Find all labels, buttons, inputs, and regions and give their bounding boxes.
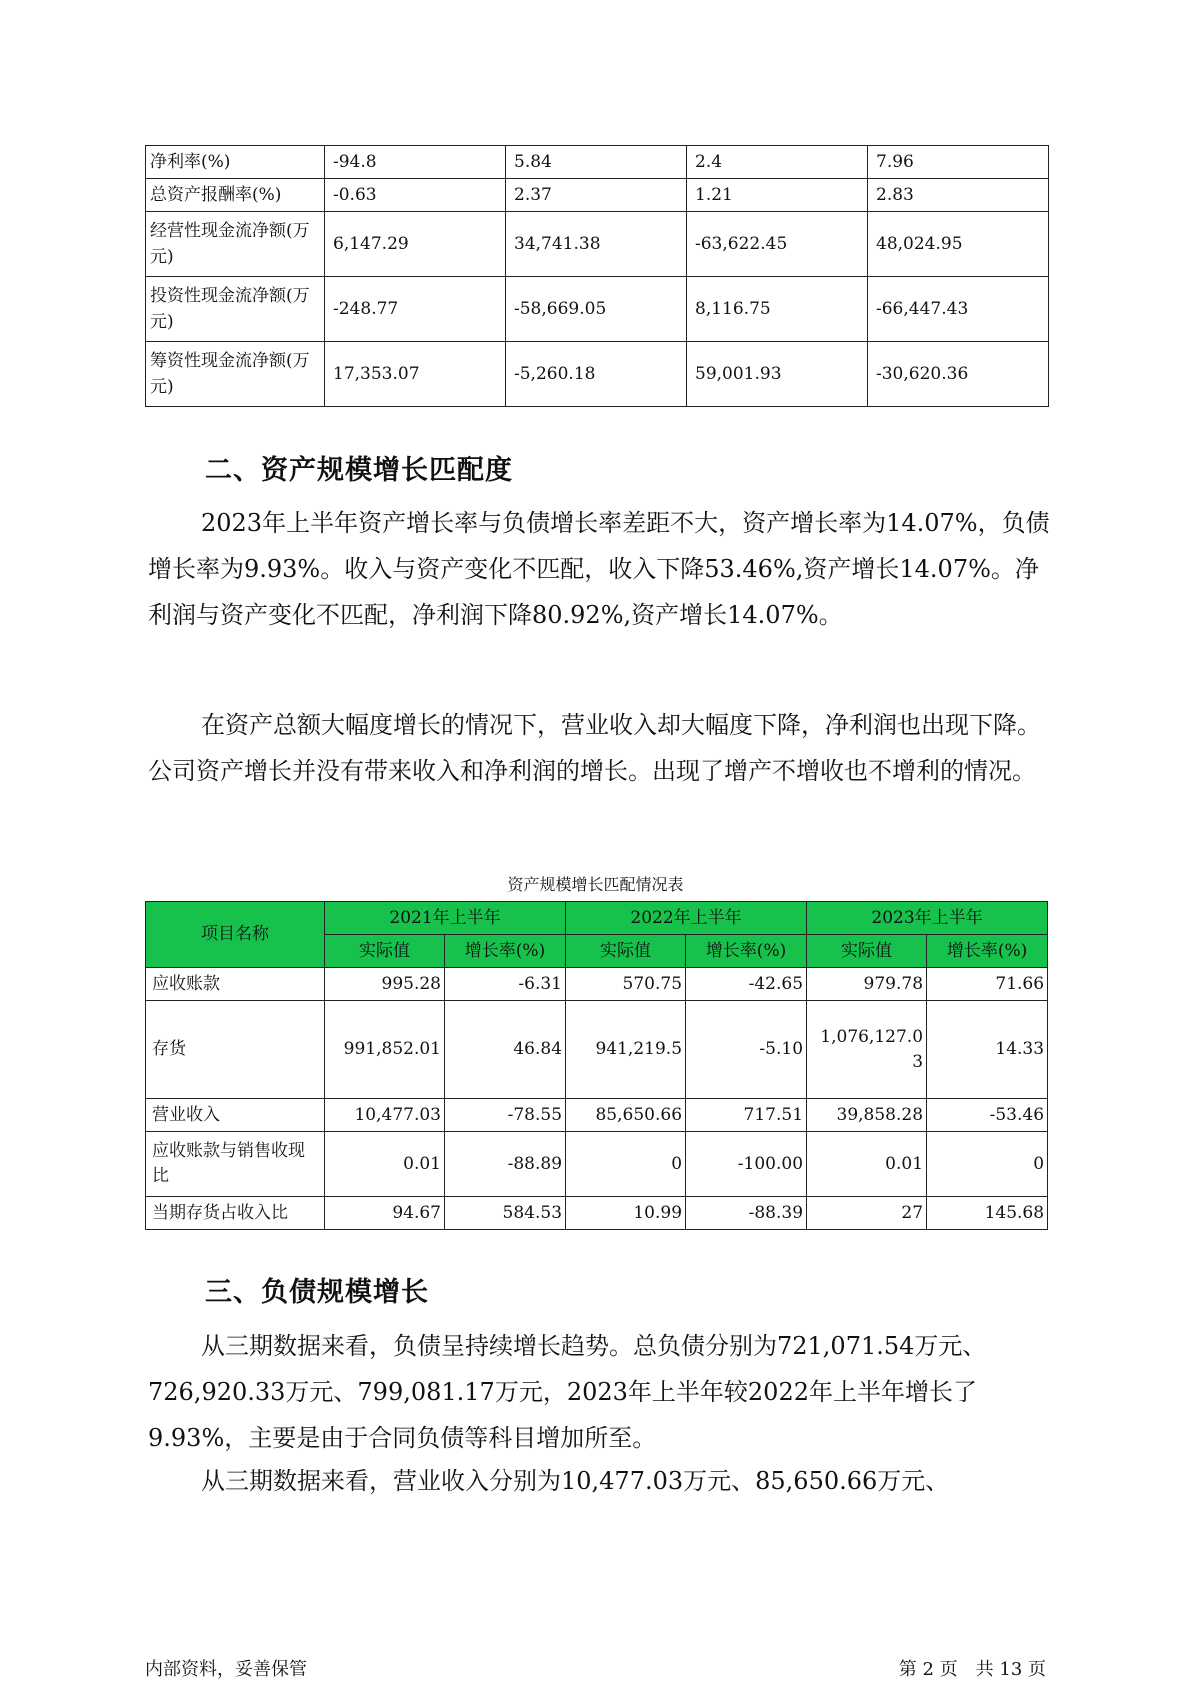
table-cell: -5.10: [686, 1001, 807, 1099]
row-label: 净利率(%): [146, 146, 325, 179]
table-cell: -78.55: [445, 1099, 566, 1132]
section-heading-liability-scale: 三、负债规模增长: [205, 1277, 429, 1308]
row-label: 筹资性现金流净额(万元): [146, 342, 325, 407]
row-label: 应收账款与销售收现比: [146, 1132, 325, 1197]
table-cell: 34,741.38: [506, 212, 687, 277]
table-cell: 10,477.03: [325, 1099, 445, 1132]
table-cell: 717.51: [686, 1099, 807, 1132]
column-header-actual: 实际值: [566, 935, 686, 968]
column-header-growth: 增长率(%): [927, 935, 1048, 968]
table-cell: -42.65: [686, 968, 807, 1001]
table-row: [146, 277, 1049, 342]
table-cell: 584.53: [445, 1197, 566, 1230]
row-label: 营业收入: [146, 1099, 325, 1132]
table-cell: 5.84: [506, 146, 687, 179]
table-cell: -88.89: [445, 1132, 566, 1197]
row-label: 当期存货占收入比: [146, 1197, 325, 1230]
table-cell: 94.67: [325, 1197, 445, 1230]
table-cell: 71.66: [927, 968, 1048, 1001]
table-cell: 991,852.01: [325, 1001, 445, 1099]
table-cell: 8,116.75: [687, 277, 868, 342]
financial-indicators-table: [145, 145, 1049, 407]
table-cell: -66,447.43: [868, 277, 1049, 342]
table-cell: 2.37: [506, 179, 687, 212]
table-row: [146, 1132, 1048, 1197]
table-cell: 39,858.28: [807, 1099, 927, 1132]
table-cell: 14.33: [927, 1001, 1048, 1099]
table-row: [146, 1001, 1048, 1099]
table-cell: 0: [566, 1132, 686, 1197]
table-cell: -0.63: [325, 179, 506, 212]
column-header-period: 2022年上半年: [566, 902, 807, 935]
table-cell: -58,669.05: [506, 277, 687, 342]
table-cell: 85,650.66: [566, 1099, 686, 1132]
table-cell: 941,219.5: [566, 1001, 686, 1099]
column-header-actual: 实际值: [807, 935, 927, 968]
table-cell: 1.21: [687, 179, 868, 212]
table-row: [146, 1099, 1048, 1132]
table-cell: 46.84: [445, 1001, 566, 1099]
table-cell: -94.8: [325, 146, 506, 179]
table-row: [146, 1197, 1048, 1230]
table-cell: 10.99: [566, 1197, 686, 1230]
column-header-growth: 增长率(%): [445, 935, 566, 968]
table-cell: -63,622.45: [687, 212, 868, 277]
table-row: [146, 212, 1049, 277]
table-cell: 0: [927, 1132, 1048, 1197]
table-cell: 979.78: [807, 968, 927, 1001]
table-cell: -6.31: [445, 968, 566, 1001]
table-cell: 27: [807, 1197, 927, 1230]
table-cell: 6,147.29: [325, 212, 506, 277]
table-cell: 1,076,127.03: [807, 1001, 927, 1099]
paragraph: 从三期数据来看，营业收入分别为10,477.03万元、85,650.66万元、: [201, 1467, 950, 1495]
table-cell: 0.01: [807, 1132, 927, 1197]
table-cell: 17,353.07: [325, 342, 506, 407]
column-header-period: 2021年上半年: [325, 902, 566, 935]
row-label: 存货: [146, 1001, 325, 1099]
table-row: [146, 146, 1049, 179]
paragraph: 2023年上半年资产增长率与负债增长率差距不大，资产增长率为14.07%，负债增长率为9.93%。收入与资产变化不匹配，收入下降53.46%,资产增长14.07%。净利润与资产变化不匹配，净利润下降80.92%,资产增长14.07%。: [148, 509, 1050, 629]
table-header-row: [146, 902, 1048, 935]
table-cell: 570.75: [566, 968, 686, 1001]
table-cell: -53.46: [927, 1099, 1048, 1132]
paragraph: 从三期数据来看，负债呈持续增长趋势。总负债分别为721,071.54万元、726,920.33万元、799,081.17万元，2023年上半年较2022年上半年增长了9.93%，主要是由于合同负债等科目增加所至。: [148, 1332, 987, 1452]
row-label: 投资性现金流净额(万元): [146, 277, 325, 342]
asset-scale-table: [145, 901, 1048, 1230]
table-cell: 995.28: [325, 968, 445, 1001]
table-caption: 资产规模增长匹配情况表: [507, 875, 684, 894]
table-cell: 59,001.93: [687, 342, 868, 407]
table-cell: -30,620.36: [868, 342, 1049, 407]
footer-confidential-note: 内部资料，妥善保管: [145, 1659, 307, 1680]
row-label: 总资产报酬率(%): [146, 179, 325, 212]
row-label: 应收账款: [146, 968, 325, 1001]
paragraph: 在资产总额大幅度增长的情况下，营业收入却大幅度下降，净利润也出现下降。公司资产增长并没有带来收入和净利润的增长。出现了增产不增收也不增利的情况。: [148, 711, 1041, 785]
table-cell: 2.4: [687, 146, 868, 179]
table-cell: 2.83: [868, 179, 1049, 212]
table-row: [146, 342, 1049, 407]
column-header-item: 项目名称: [146, 902, 325, 968]
table-cell: -5,260.18: [506, 342, 687, 407]
column-header-growth: 增长率(%): [686, 935, 807, 968]
table-cell: -100.00: [686, 1132, 807, 1197]
table-cell: 0.01: [325, 1132, 445, 1197]
footer-page-number: 第 2 页 共 13 页: [898, 1659, 1046, 1680]
column-header-actual: 实际值: [325, 935, 445, 968]
section-heading-asset-scale: 二、资产规模增长匹配度: [205, 455, 513, 486]
row-label: 经营性现金流净额(万元): [146, 212, 325, 277]
table-cell: 48,024.95: [868, 212, 1049, 277]
table-cell: 7.96: [868, 146, 1049, 179]
table-cell: -88.39: [686, 1197, 807, 1230]
column-header-period: 2023年上半年: [807, 902, 1048, 935]
table-row: [146, 968, 1048, 1001]
table-row: [146, 179, 1049, 212]
table-cell: 145.68: [927, 1197, 1048, 1230]
table-cell: -248.77: [325, 277, 506, 342]
